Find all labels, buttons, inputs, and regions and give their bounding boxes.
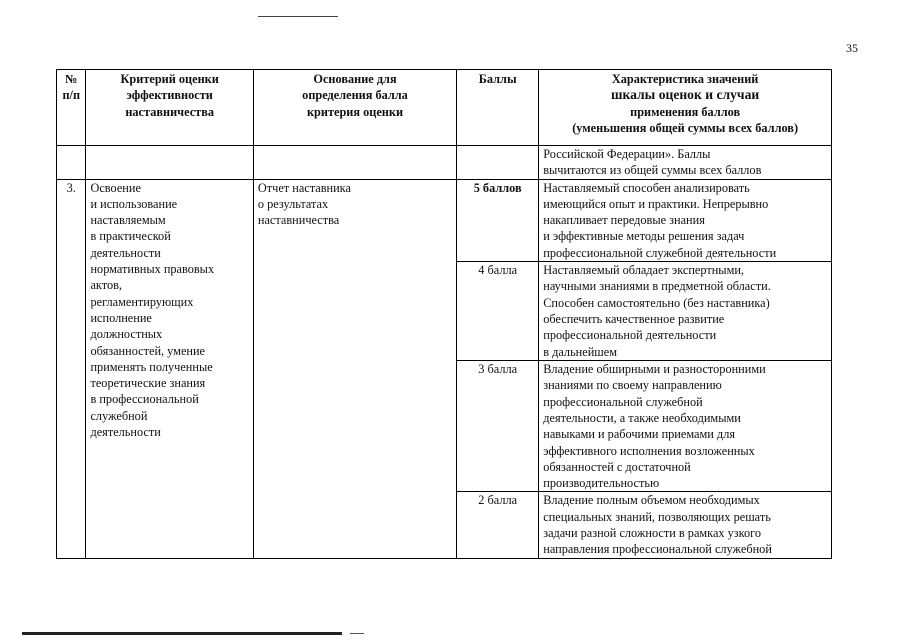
row-criterion: Освоение и использование наставляемым в практической деятельности нормативных правовых актов, регламентирующих исполнение должностных обязанностей, умение применять полученные теоретические знания в профессиональной служебной деятельности (86, 179, 253, 558)
score-characteristic: Наставляемый способен анализировать имеющийся опыт и практики. Непрерывно накапливает передовые знания и эффективные методы решения задач профессиональной служебной деятельности (539, 179, 832, 261)
continuation-criterion (86, 146, 253, 180)
header-characteristic-line2: шкалы оценок и случаи (611, 87, 760, 103)
score-characteristic: Владение полным объемом необходимых специальных знаний, позволяющих решать задачи разной сложности в рамках узкого направления профессиональной служебной (539, 492, 832, 558)
table-row (57, 179, 832, 261)
row-number: 3. (57, 179, 86, 558)
continuation-characteristic: Российской Федерации». Баллы вычитаются из общей суммы всех баллов (539, 146, 832, 180)
row-basis: Отчет наставника о результатах наставничества (253, 179, 456, 558)
header-characteristic-line1: Характеристика значений (611, 72, 759, 86)
header-characteristic-line3: применения баллов (уменьшения общей суммы всех баллов) (572, 104, 799, 135)
continuation-score (457, 146, 539, 180)
score-level: 4 балла (457, 262, 539, 361)
score-characteristic: Владение обширными и разносторонними знаниями по своему направлению профессиональной служебной деятельности, а также необходимыми навыками и рабочими приемами для эффективного исполнения возложенных обязанностей с достаточной производительностью (539, 361, 832, 492)
page-number: 35 (846, 41, 858, 55)
continuation-basis (253, 146, 456, 180)
header-criterion: Критерий оценки эффективности наставничества (86, 70, 253, 146)
header-number: № п/п (57, 70, 86, 146)
scan-artifact-line (258, 16, 338, 17)
score-level: 2 балла (457, 492, 539, 558)
table-header-row (57, 70, 832, 146)
scan-artifact-line (22, 632, 342, 635)
header-basis: Основание для определения балла критерия оценки (253, 70, 456, 146)
header-characteristic (539, 70, 832, 146)
score-level: 3 балла (457, 361, 539, 492)
score-characteristic: Наставляемый обладает экспертными, научными знаниями в предметной области. Способен самостоятельно (без наставника) обеспечить качественное развитие профессиональной деятельности в дальнейшем (539, 262, 832, 361)
continuation-row (57, 146, 832, 180)
scan-artifact-dash (350, 633, 364, 634)
continuation-num (57, 146, 86, 180)
header-score: Баллы (457, 70, 539, 146)
evaluation-criteria-table (56, 69, 832, 559)
score-level: 5 баллов (457, 179, 539, 261)
